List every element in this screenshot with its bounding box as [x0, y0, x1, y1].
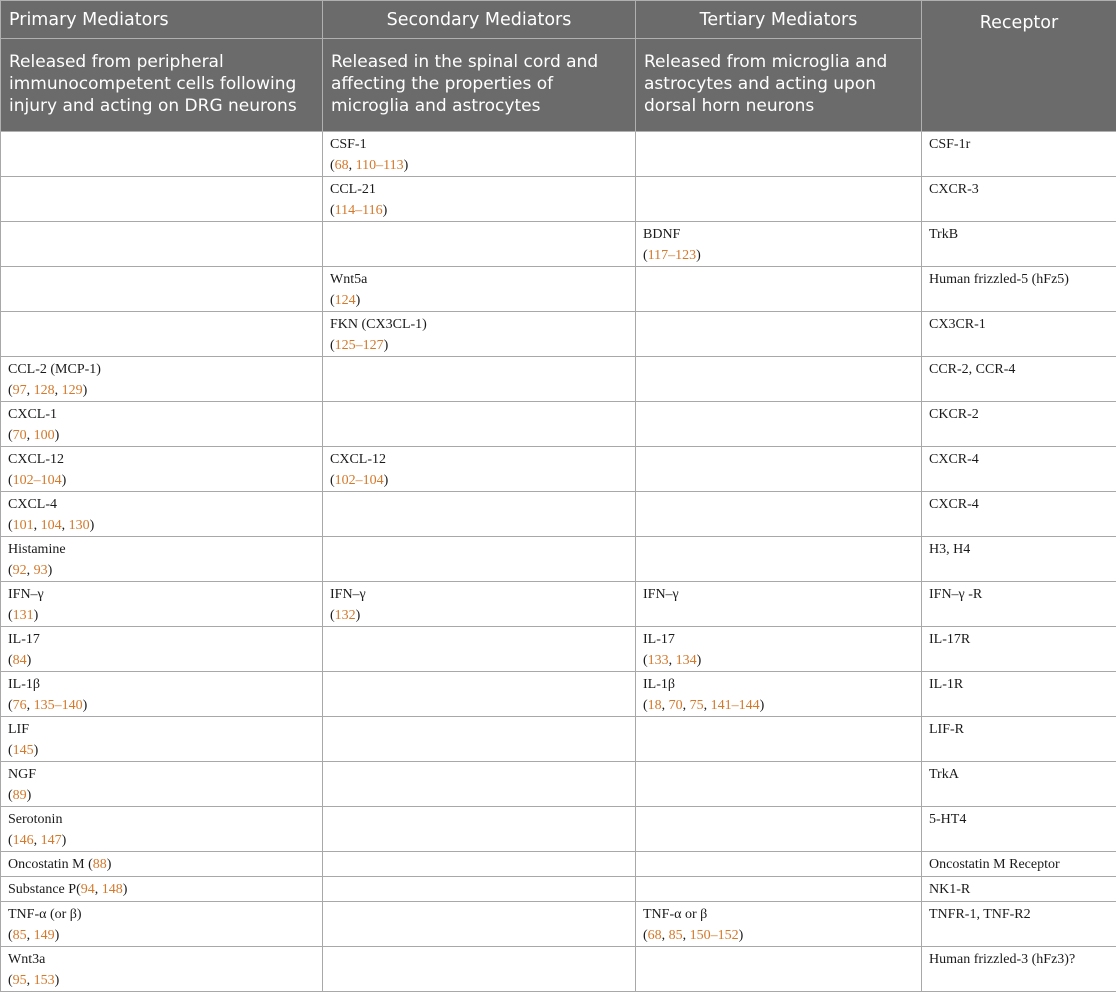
table-row: [1, 267, 1116, 312]
mediator-name: Oncostatin M: [8, 857, 85, 872]
header-secondary-title: Secondary Mediators: [323, 1, 636, 39]
mediator-name-line: [330, 179, 629, 200]
secondary-cell: [323, 222, 636, 267]
table-row: [1, 807, 1116, 852]
tertiary-cell: [636, 402, 922, 447]
reference-link[interactable]: 133: [647, 653, 669, 668]
receptor-cell: CX3CR-1: [922, 312, 1116, 357]
reference-link[interactable]: 129: [61, 383, 83, 398]
primary-cell: [1, 402, 323, 447]
mediator-name: CCL-2 (MCP-1): [8, 362, 101, 377]
mediator-name-line: [8, 674, 316, 695]
reference-line: (132): [330, 608, 361, 623]
mediator-name: NGF: [8, 767, 37, 782]
table-row: [1, 762, 1116, 807]
secondary-cell: [323, 717, 636, 762]
mediator-name-line: [330, 449, 629, 470]
receptor-cell: TNFR-1, TNF-R2: [922, 902, 1116, 947]
primary-cell: [1, 582, 323, 627]
secondary-cell: [323, 947, 636, 992]
table-row: [1, 672, 1116, 717]
header-primary-title: Primary Mediators: [1, 1, 323, 39]
table-row: [1, 357, 1116, 402]
mediator-name: IL-1β: [643, 677, 675, 692]
mediator-name-line: [330, 314, 629, 335]
mediator-name-line: [330, 584, 629, 605]
primary-cell: [1, 312, 323, 357]
mediator-name: IL-17: [8, 632, 40, 647]
reference-link[interactable]: 76: [12, 698, 27, 713]
receptor-cell: 5-HT4: [922, 807, 1116, 852]
secondary-cell: [323, 267, 636, 312]
mediator-name-line: [8, 904, 316, 925]
tertiary-cell: [636, 902, 922, 947]
receptor-cell: IL-17R: [922, 627, 1116, 672]
primary-cell: [1, 492, 323, 537]
table-row: [1, 132, 1116, 177]
reference-link[interactable]: 132: [334, 608, 356, 623]
reference-link[interactable]: 68: [334, 158, 349, 173]
primary-cell: [1, 717, 323, 762]
mediator-name: BDNF: [643, 227, 681, 242]
tertiary-cell: [636, 807, 922, 852]
mediator-name: Serotonin: [8, 812, 63, 827]
primary-cell: [1, 537, 323, 582]
secondary-cell: [323, 132, 636, 177]
header-secondary-subtitle: Released in the spinal cord and affecting the properties of microglia and astrocytes: [323, 39, 636, 132]
table-body: [1, 132, 1116, 992]
tertiary-cell: [636, 132, 922, 177]
receptor-cell: Human frizzled-3 (hFz3)?: [922, 947, 1116, 992]
reference-link[interactable]: 148: [101, 882, 123, 897]
mediator-name-line: [8, 494, 316, 515]
table-row: [1, 312, 1116, 357]
receptor-cell: CXCR-4: [922, 492, 1116, 537]
reference-line: (125–127): [330, 338, 389, 353]
tertiary-cell: [636, 947, 922, 992]
secondary-cell: [323, 312, 636, 357]
table-row: [1, 852, 1116, 877]
mediator-name-line: [8, 539, 316, 560]
mediator-name: TNF-α (or β): [8, 907, 82, 922]
table-row: [1, 447, 1116, 492]
header-primary-subtitle: Released from peripheral immunocompetent cells following injury and acting on DRG neurons: [1, 39, 323, 132]
table-row: [1, 877, 1116, 902]
reference-line: (114–116): [330, 203, 388, 218]
secondary-cell: [323, 537, 636, 582]
reference-line: (133, 134): [643, 653, 702, 668]
reference-link[interactable]: 97: [12, 383, 27, 398]
table-row: [1, 627, 1116, 672]
mediator-name: CXCL-12: [330, 452, 386, 467]
reference-line: (145): [8, 743, 39, 758]
reference-link[interactable]: 110–113: [355, 158, 404, 173]
table-header: [1, 1, 1116, 132]
reference-link[interactable]: 100: [33, 428, 55, 443]
reference-link[interactable]: 125–127: [334, 338, 384, 353]
reference-line: (84): [8, 653, 32, 668]
tertiary-cell: [636, 877, 922, 902]
mediator-name: Histamine: [8, 542, 66, 557]
reference-link[interactable]: 70: [12, 428, 27, 443]
reference-link[interactable]: 88: [92, 857, 107, 872]
reference-line: (146, 147): [8, 833, 67, 848]
receptor-cell: IFN–γ -R: [922, 582, 1116, 627]
mediator-name-line: [8, 949, 316, 970]
mediator-name-line: [643, 224, 915, 245]
primary-cell: [1, 807, 323, 852]
tertiary-cell: [636, 222, 922, 267]
mediator-name-line: [8, 764, 316, 785]
mediator-name-line: [8, 359, 316, 380]
secondary-cell: [323, 582, 636, 627]
reference-link[interactable]: 135–140: [33, 698, 83, 713]
reference-link[interactable]: 85: [12, 928, 27, 943]
reference-line: (131): [8, 608, 39, 623]
reference-link[interactable]: 117–123: [647, 248, 697, 263]
receptor-cell: TrkA: [922, 762, 1116, 807]
reference-link[interactable]: 70: [668, 698, 683, 713]
reference-link[interactable]: 93: [33, 563, 48, 578]
reference-link[interactable]: 102–104: [334, 473, 384, 488]
reference-link[interactable]: 102–104: [12, 473, 62, 488]
mediator-name-line: Substance P(94, 148): [8, 882, 128, 897]
mediator-name: IL-17: [643, 632, 675, 647]
table-row: [1, 582, 1116, 627]
reference-link[interactable]: 75: [689, 698, 704, 713]
reference-line: (92, 93): [8, 563, 53, 578]
mediator-name-line: [8, 404, 316, 425]
primary-cell: [1, 762, 323, 807]
mediator-name: IL-1β: [8, 677, 40, 692]
reference-line: (97, 128, 129): [8, 383, 88, 398]
reference-link[interactable]: 104: [40, 518, 62, 533]
reference-line: (89): [8, 788, 32, 803]
table-row: [1, 402, 1116, 447]
reference-link[interactable]: 149: [33, 928, 55, 943]
reference-link[interactable]: 146: [12, 833, 34, 848]
table-row: [1, 537, 1116, 582]
secondary-cell: [323, 492, 636, 537]
mediator-name: CCL-21: [330, 182, 376, 197]
mediator-name-line: [330, 134, 629, 155]
secondary-cell: [323, 762, 636, 807]
primary-cell: [1, 357, 323, 402]
reference-line: (102–104): [8, 473, 67, 488]
header-title-row: [1, 1, 1116, 39]
secondary-cell: [323, 402, 636, 447]
reference-line: (95, 153): [8, 973, 60, 988]
mediator-name-line: [330, 269, 629, 290]
header-receptor-title: Receptor: [922, 1, 1116, 132]
secondary-cell: [323, 627, 636, 672]
mediator-name-line: [8, 719, 316, 740]
mediator-name: CXCL-12: [8, 452, 64, 467]
reference-link[interactable]: 150–152: [689, 928, 739, 943]
tertiary-cell: [636, 762, 922, 807]
table-row: [1, 947, 1116, 992]
table-row: [1, 902, 1116, 947]
tertiary-cell: [636, 267, 922, 312]
mediator-name-line: [643, 584, 915, 605]
mediator-name: IFN–γ: [8, 587, 44, 602]
receptor-cell: NK1-R: [922, 877, 1116, 902]
primary-cell: [1, 947, 323, 992]
table-row: [1, 492, 1116, 537]
reference-link[interactable]: 68: [647, 928, 662, 943]
reference-link[interactable]: 94: [80, 882, 95, 897]
receptor-cell: IL-1R: [922, 672, 1116, 717]
primary-cell: [1, 132, 323, 177]
receptor-cell: Oncostatin M Receptor: [922, 852, 1116, 877]
tertiary-cell: [636, 717, 922, 762]
tertiary-cell: [636, 672, 922, 717]
reference-link[interactable]: 134: [675, 653, 697, 668]
secondary-cell: [323, 877, 636, 902]
receptor-cell: TrkB: [922, 222, 1116, 267]
tertiary-cell: [636, 582, 922, 627]
reference-line: (68, 110–113): [330, 158, 409, 173]
tertiary-cell: [636, 312, 922, 357]
header-tertiary-title: Tertiary Mediators: [636, 1, 922, 39]
mediator-name-line: [643, 674, 915, 695]
primary-cell: [1, 267, 323, 312]
reference-link[interactable]: 95: [12, 973, 27, 988]
primary-cell: [1, 177, 323, 222]
tertiary-cell: [636, 492, 922, 537]
tertiary-cell: [636, 627, 922, 672]
reference-line: (76, 135–140): [8, 698, 88, 713]
secondary-cell: [323, 852, 636, 877]
receptor-cell: H3, H4: [922, 537, 1116, 582]
reference-line: (124): [330, 293, 361, 308]
secondary-cell: [323, 177, 636, 222]
receptor-cell: CKCR-2: [922, 402, 1116, 447]
mediator-name-line: [8, 629, 316, 650]
reference-link[interactable]: 153: [33, 973, 55, 988]
receptor-cell: LIF-R: [922, 717, 1116, 762]
reference-line: (70, 100): [8, 428, 60, 443]
mediator-name: Substance P: [8, 882, 77, 897]
primary-cell: [1, 852, 323, 877]
mediator-name: CXCL-4: [8, 497, 57, 512]
mediator-name-line: Oncostatin M (88): [8, 857, 112, 872]
mediator-name-line: [8, 809, 316, 830]
mediator-name: TNF-α or β: [643, 907, 708, 922]
reference-line: (18, 70, 75, 141–144): [643, 698, 765, 713]
reference-link[interactable]: 84: [12, 653, 27, 668]
secondary-cell: [323, 902, 636, 947]
reference-link[interactable]: 131: [12, 608, 34, 623]
mediator-name: IFN–γ: [330, 587, 366, 602]
primary-cell: [1, 222, 323, 267]
reference-link[interactable]: 101: [12, 518, 34, 533]
primary-cell: [1, 877, 323, 902]
receptor-cell: CSF-1r: [922, 132, 1116, 177]
tertiary-cell: [636, 177, 922, 222]
table-row: [1, 717, 1116, 762]
reference-line: (68, 85, 150–152): [643, 928, 744, 943]
reference-link[interactable]: 145: [12, 743, 34, 758]
primary-cell: [1, 627, 323, 672]
tertiary-cell: [636, 537, 922, 582]
reference-line: (101, 104, 130): [8, 518, 95, 533]
mediator-name: IFN–γ: [643, 587, 679, 602]
receptor-cell: Human frizzled-5 (hFz5): [922, 267, 1116, 312]
mediator-name: FKN (CX3CL-1): [330, 317, 427, 332]
table-row: [1, 177, 1116, 222]
reference-link[interactable]: 130: [68, 518, 90, 533]
mediator-name: Wnt5a: [330, 272, 368, 287]
table-row: [1, 222, 1116, 267]
reference-link[interactable]: 85: [668, 928, 683, 943]
reference-line: (117–123): [643, 248, 701, 263]
header-tertiary-subtitle: Released from microglia and astrocytes and acting upon dorsal horn neurons: [636, 39, 922, 132]
receptor-cell: CXCR-4: [922, 447, 1116, 492]
mediator-name-line: [8, 584, 316, 605]
reference-link[interactable]: 141–144: [710, 698, 760, 713]
mediator-name: CSF-1: [330, 137, 367, 152]
secondary-cell: [323, 672, 636, 717]
secondary-cell: [323, 357, 636, 402]
tertiary-cell: [636, 447, 922, 492]
primary-cell: [1, 447, 323, 492]
reference-line: (85, 149): [8, 928, 60, 943]
reference-link[interactable]: 128: [33, 383, 55, 398]
mediator-name-line: [643, 629, 915, 650]
reference-link[interactable]: 92: [12, 563, 27, 578]
receptor-cell: CXCR-3: [922, 177, 1116, 222]
mediator-name-line: [643, 904, 915, 925]
primary-cell: [1, 902, 323, 947]
reference-link[interactable]: 114–116: [334, 203, 383, 218]
mediator-name: LIF: [8, 722, 29, 737]
reference-line: (102–104): [330, 473, 389, 488]
mediator-name-line: [8, 449, 316, 470]
reference-link[interactable]: 89: [12, 788, 27, 803]
reference-link[interactable]: 18: [647, 698, 662, 713]
primary-cell: [1, 672, 323, 717]
receptor-cell: CCR-2, CCR-4: [922, 357, 1116, 402]
mediator-name: CXCL-1: [8, 407, 57, 422]
secondary-cell: [323, 447, 636, 492]
mediator-name: Wnt3a: [8, 952, 46, 967]
tertiary-cell: [636, 357, 922, 402]
secondary-cell: [323, 807, 636, 852]
reference-link[interactable]: 147: [40, 833, 62, 848]
tertiary-cell: [636, 852, 922, 877]
reference-link[interactable]: 124: [334, 293, 356, 308]
